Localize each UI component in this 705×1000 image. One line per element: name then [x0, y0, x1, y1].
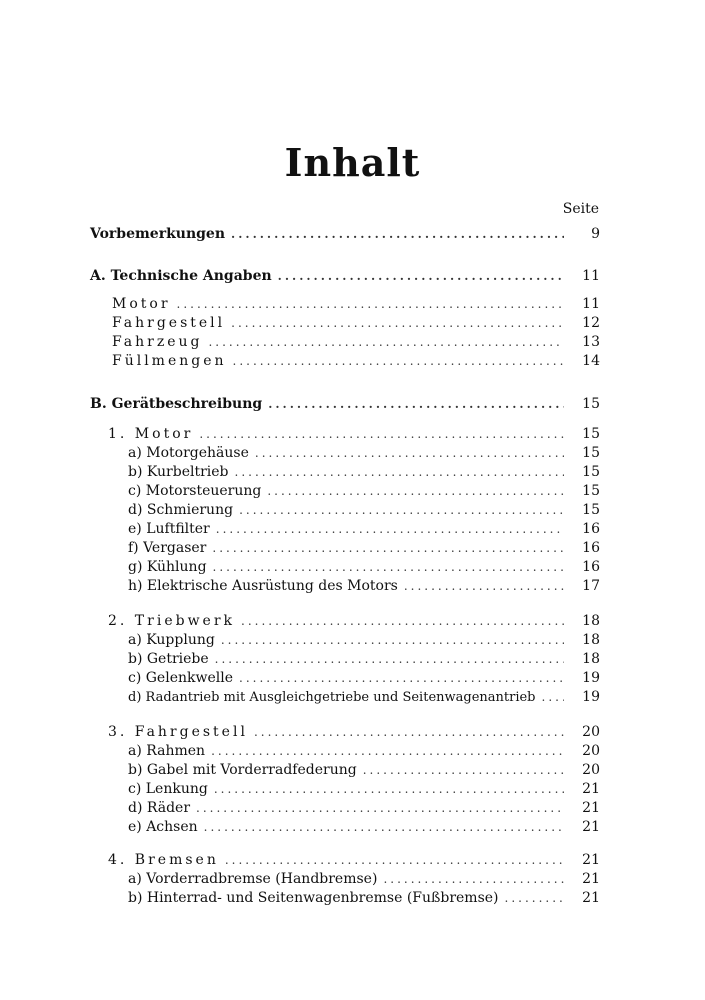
- toc-entry-page: 15: [582, 502, 600, 518]
- toc-entry: [90, 396, 600, 416]
- toc-entry-label: a) Kupplung: [128, 632, 215, 648]
- toc-entry-page: 15: [582, 396, 600, 412]
- toc-entry: [128, 689, 600, 709]
- toc-entry: [112, 334, 600, 354]
- toc-leader-dots: [199, 427, 564, 441]
- toc-entry-label: h) Elektrische Ausrüstung des Motors: [128, 578, 398, 594]
- toc-entry-label: f) Vergaser: [128, 540, 207, 556]
- toc-leader-dots: [215, 652, 564, 666]
- toc-leader-dots: [177, 297, 564, 311]
- toc-entry: [128, 483, 600, 503]
- toc-entry: [128, 819, 600, 839]
- toc-entry-page: 19: [582, 670, 600, 686]
- toc-entry-label: c) Motorsteuerung: [128, 483, 262, 499]
- toc-leader-dots: [239, 671, 564, 685]
- toc-entry: [128, 890, 600, 910]
- toc-leader-dots: [196, 801, 564, 815]
- toc-entry: [128, 762, 600, 782]
- toc-leader-dots: [208, 335, 564, 349]
- toc-entry-page: 21: [582, 871, 600, 887]
- toc-leader-dots: [278, 269, 564, 283]
- toc-entry-label: a) Motorgehäuse: [128, 445, 249, 461]
- toc-entry-page: 21: [582, 852, 600, 868]
- toc-leader-dots: [233, 354, 564, 368]
- toc-entry-page: 17: [582, 578, 600, 594]
- toc-leader-dots: [542, 690, 564, 704]
- toc-entry: [128, 464, 600, 484]
- toc-entry: [128, 632, 600, 652]
- toc-entry: [112, 353, 600, 373]
- toc-entry-label: e) Luftfilter: [128, 521, 210, 537]
- toc-entry-page: 16: [582, 540, 600, 556]
- toc-entry-label: g) Kühlung: [128, 559, 207, 575]
- toc-leader-dots: [267, 484, 564, 498]
- toc-leader-dots: [221, 633, 564, 647]
- toc-entry-label: 2. Triebwerk: [108, 613, 236, 629]
- toc-entry: [128, 445, 600, 465]
- toc-entry-label: b) Hinterrad- und Seitenwagenbremse (Fußbremse): [128, 890, 499, 906]
- toc-entry-label: c) Lenkung: [128, 781, 208, 797]
- toc-entry-label: b) Kurbeltrieb: [128, 464, 229, 480]
- toc-entry-page: 15: [582, 426, 600, 442]
- toc-leader-dots: [204, 820, 564, 834]
- toc-entry-page: 9: [591, 226, 600, 242]
- toc-entry-label: d) Schmierung: [128, 502, 234, 518]
- toc-entry-label: 4. Bremsen: [108, 852, 219, 868]
- toc-entry-label: 3. Fahrgestell: [108, 724, 248, 740]
- toc-entry-page: 19: [582, 689, 600, 705]
- toc-leader-dots: [212, 541, 564, 555]
- toc-entry-label: Fahrgestell: [112, 315, 226, 331]
- toc-entry-page: 20: [582, 743, 600, 759]
- toc-entry: [108, 426, 600, 446]
- toc-leader-dots: [255, 446, 564, 460]
- toc-entry-label: 1. Motor: [108, 426, 194, 442]
- toc-entry: [128, 521, 600, 541]
- toc-entry-page: 15: [582, 483, 600, 499]
- toc-entry: [128, 781, 600, 801]
- toc-entry-page: 16: [582, 521, 600, 537]
- toc-entry-label: Fahrzeug: [112, 334, 203, 350]
- toc-entry-page: 14: [582, 353, 600, 369]
- toc-entry-page: 21: [582, 819, 600, 835]
- toc-entry-page: 13: [582, 334, 600, 350]
- toc-leader-dots: [225, 853, 564, 867]
- toc-leader-dots: [363, 763, 564, 777]
- toc-entry-page: 16: [582, 559, 600, 575]
- toc-entry: [128, 670, 600, 690]
- toc-entry: [112, 296, 600, 316]
- toc-entry-label: a) Vorderradbremse (Handbremse): [128, 871, 378, 887]
- toc-leader-dots: [404, 579, 564, 593]
- toc-entry: [128, 559, 600, 579]
- toc-entry: [90, 268, 600, 288]
- toc-entry: [128, 540, 600, 560]
- toc-entry-label: b) Getriebe: [128, 651, 209, 667]
- toc-leader-dots: [268, 397, 564, 411]
- toc-entry-label: B. Gerätbeschreibung: [90, 396, 263, 412]
- toc-leader-dots: [214, 782, 564, 796]
- toc-entry-page: 15: [582, 445, 600, 461]
- toc-leader-dots: [383, 872, 564, 886]
- toc-entry-page: 11: [582, 296, 600, 312]
- toc-leader-dots: [211, 744, 564, 758]
- toc-entry-page: 18: [582, 613, 600, 629]
- toc-entry-page: 20: [582, 762, 600, 778]
- toc-leader-dots: [231, 227, 564, 241]
- toc-entry-label: a) Rahmen: [128, 743, 206, 759]
- toc-leader-dots: [239, 503, 564, 517]
- toc-entry-page: 18: [582, 651, 600, 667]
- page-column-header: Seite: [562, 201, 599, 217]
- toc-entry-page: 21: [582, 800, 600, 816]
- toc-entry-label: c) Gelenkwelle: [128, 670, 233, 686]
- toc-entry-page: 12: [582, 315, 600, 331]
- toc-entry-label: Vorbemerkungen: [90, 226, 226, 242]
- toc-entry: [90, 226, 600, 246]
- toc-leader-dots: [213, 560, 564, 574]
- toc-entry-label: d) Räder: [128, 800, 191, 816]
- toc-entry: [128, 871, 600, 891]
- toc-entry: [108, 852, 600, 872]
- toc-leader-dots: [241, 614, 564, 628]
- toc-entry: [108, 724, 600, 744]
- toc-leader-dots: [254, 725, 564, 739]
- toc-entry-label: d) Radantrieb mit Ausgleichgetriebe und Seitenwagenantrieb: [128, 690, 536, 705]
- toc-entry: [108, 613, 600, 633]
- toc-entry-page: 11: [582, 268, 600, 284]
- toc-entry-page: 21: [582, 890, 600, 906]
- toc-entry: [128, 800, 600, 820]
- toc-entry: [128, 502, 600, 522]
- toc-entry-label: b) Gabel mit Vorderradfederung: [128, 762, 357, 778]
- toc-entry-page: 18: [582, 632, 600, 648]
- toc-entry-page: 20: [582, 724, 600, 740]
- toc-entry: [128, 651, 600, 671]
- toc-entry-label: e) Achsen: [128, 819, 198, 835]
- page-title: Inhalt: [284, 140, 421, 185]
- toc-leader-dots: [231, 316, 564, 330]
- toc-entry-label: Füllmengen: [112, 353, 227, 369]
- toc-entry-label: Motor: [112, 296, 171, 312]
- toc-leader-dots: [216, 522, 564, 536]
- toc-leader-dots: [235, 465, 564, 479]
- toc-entry: [128, 578, 600, 598]
- toc-leader-dots: [505, 891, 564, 905]
- toc-entry-page: 15: [582, 464, 600, 480]
- toc-entry-label: A. Technische Angaben: [90, 268, 272, 284]
- toc-entry: [128, 743, 600, 763]
- toc-entry-page: 21: [582, 781, 600, 797]
- toc-entry: [112, 315, 600, 335]
